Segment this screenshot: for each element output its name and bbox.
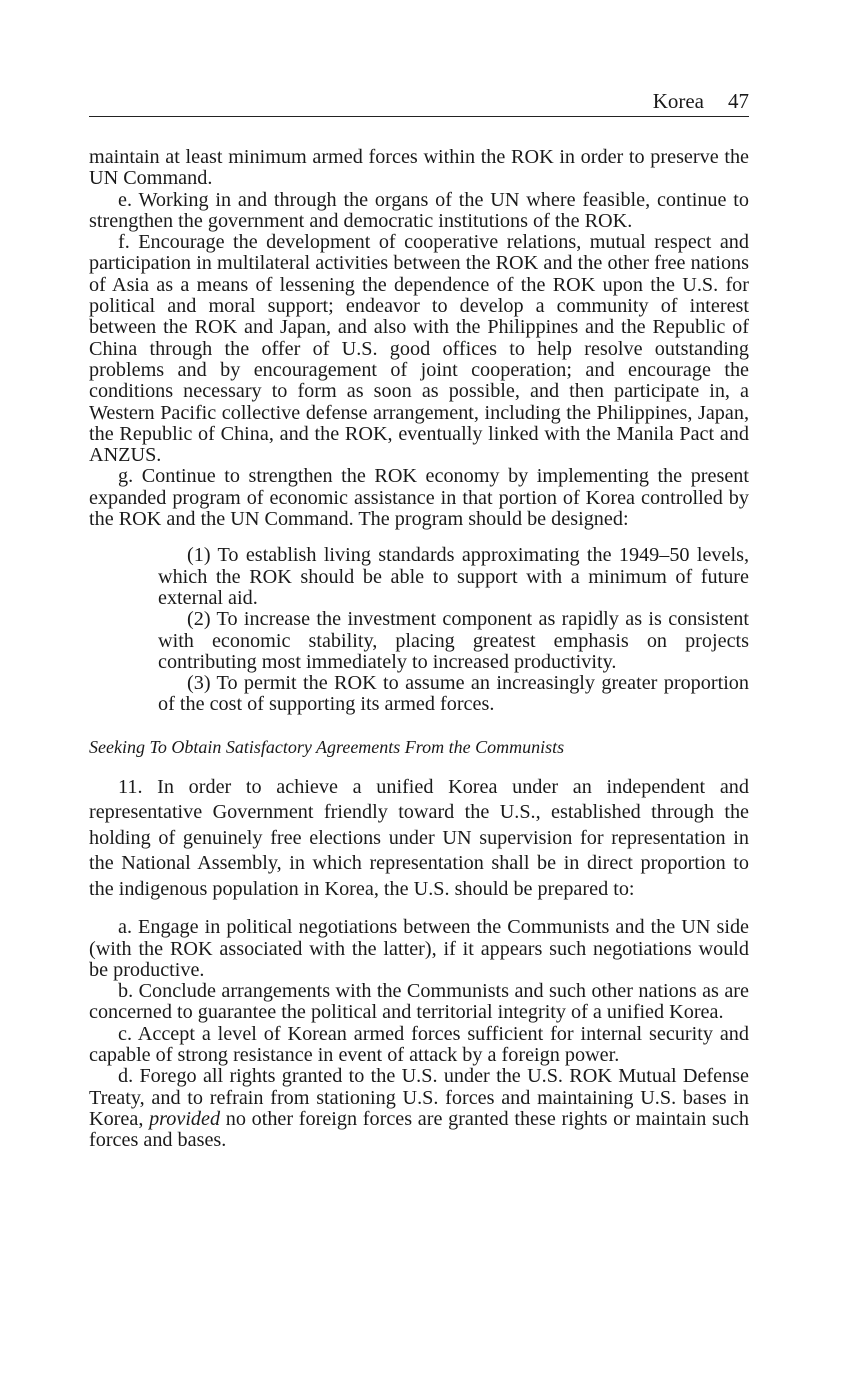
paragraph-11: 11. In order to achieve a unified Korea under an independent and representative Government friendly toward the U.S., established through the holding of genuinely free elections under UN supervision for representation in the National Assembly, in which representation shall be in direct proportion to the indigenous population in Korea, the U.S. should be prepared to: — [89, 775, 749, 900]
paragraph-g: g. Continue to strengthen the ROK economy by implementing the present expanded program of economic assistance in that portion of Korea controlled by the ROK and the UN Command. The program should be designed: — [89, 465, 749, 531]
paragraph-e: e. Working in and through the organs of the UN where feasible, continue to strengthen the government and democratic institutions of the ROK. — [89, 188, 749, 232]
body-text — [89, 147, 749, 1151]
list-item-b: b. Conclude arrangements with the Communists and such other nations as are concerned to guarantee the political and territorial integrity of a unified Korea. — [89, 980, 749, 1024]
running-header-title: Korea — [652, 89, 704, 113]
paragraph-f: f. Encourage the development of cooperative relations, mutual respect and participation in multilateral activities between the ROK and the other free nations of Asia as a means of lessening the dependence of the ROK upon the U.S. for political and moral support; endeavor to develop a community of interest between the ROK and Japan, and also with the Philippines and the Republic of China through the offer of U.S. good offices to help resolve outstanding problems and by encouragement of joint cooperation; and encourage the conditions necessary to form as soon as possible, and then participate in, a Western Pacific collective defense arrangement, including the Philippines, Japan, the Republic of China, and the ROK, eventually linked with the Manila Pact and ANZUS. — [89, 231, 749, 467]
page-number: 47 — [728, 89, 749, 113]
paragraph-continued: maintain at least minimum armed forces within the ROK in order to preserve the UN Command. — [89, 146, 749, 190]
list-item-a: a. Engage in political negotiations between the Communists and the UN side (with the ROK associated with the latter), if it appears such negotiations would be productive. — [89, 916, 749, 981]
subitem-2: (2) To increase the investment component as rapidly as is consistent with economic stability, placing greatest emphasis on projects contributing most immediately to increased productivity. — [158, 608, 749, 673]
list-item-d-text: d. Forego all rights granted to the U.S. under the U.S. ROK Mutual Defense Treaty, and to refrain from stationing U.S. forces and maintaining U.S. bases in Korea, — [89, 1065, 749, 1130]
subitem-3: (3) To permit the ROK to assume an increasingly greater proportion of the cost of supporting its armed forces. — [158, 672, 749, 716]
running-header — [89, 88, 749, 117]
list-item-c: c. Accept a level of Korean armed forces sufficient for internal security and capable of strong resistance in event of attack by a foreign power. — [89, 1022, 749, 1066]
program-subitems — [158, 545, 749, 715]
list-item-d — [89, 1066, 749, 1151]
list-item-d-text-end: no other foreign forces are granted these rights or maintain such forces and bases. — [89, 1107, 749, 1152]
subitem-1: (1) To establish living standards approximating the 1949–50 levels, which the ROK should be able to support with a minimum of future external aid. — [158, 544, 749, 609]
list-item-d-emphasis: provided — [149, 1107, 221, 1130]
preparedness-list — [89, 917, 749, 1151]
section-heading: Seeking To Obtain Satisfactory Agreements From the Communists — [89, 736, 565, 757]
document-page — [89, 88, 749, 1151]
